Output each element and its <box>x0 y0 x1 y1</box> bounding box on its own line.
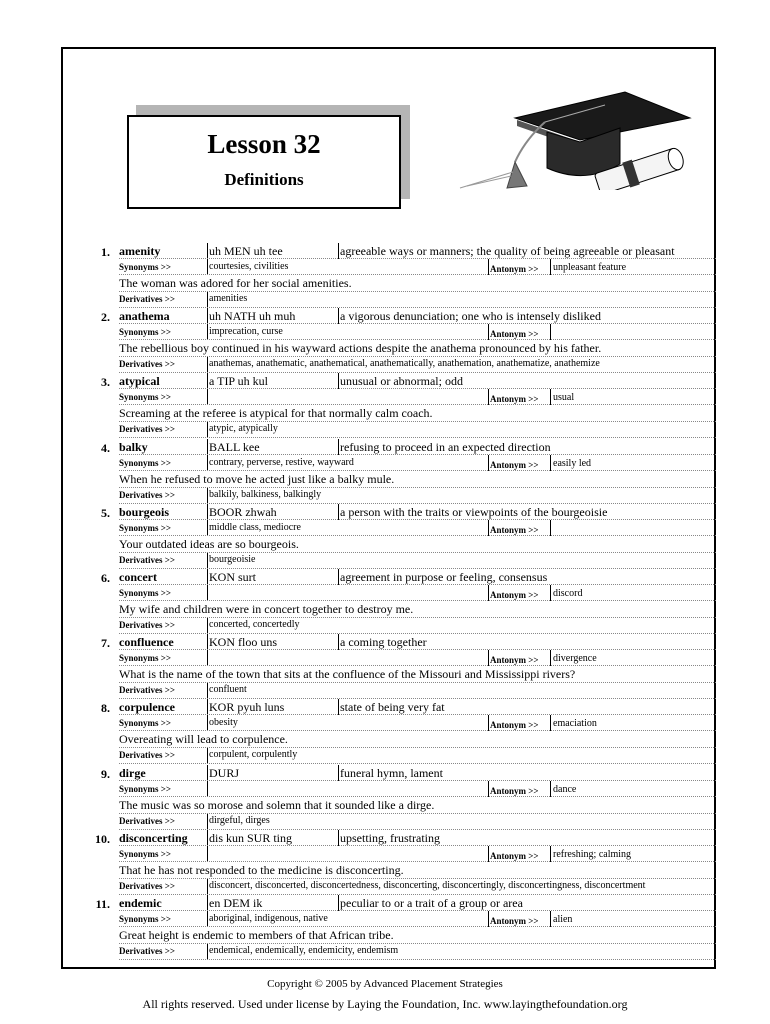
entry-word: disconcerting <box>119 830 188 845</box>
entry-synonyms: middle class, mediocre <box>209 521 301 533</box>
entry-definition: unusual or abnormal; odd <box>340 374 463 389</box>
derivatives-label: Derivatives >> <box>119 945 175 956</box>
entry-number: 1. <box>101 245 110 259</box>
entry-definition: a coming together <box>340 635 427 650</box>
entry-word: bourgeois <box>119 504 170 519</box>
definition-entry <box>77 243 716 308</box>
entry-word: amenity <box>119 244 161 258</box>
lesson-title: Lesson 32 <box>207 129 321 159</box>
derivatives-label: Derivatives >> <box>119 685 175 696</box>
entry-derivatives: bourgeoisie <box>209 553 256 565</box>
entry-number: 11. <box>95 896 110 911</box>
entry-word: corpulence <box>119 700 175 715</box>
entry-sentence: Overeating will lead to corpulence. <box>119 732 288 747</box>
synonyms-label: Synonyms >> <box>119 327 172 338</box>
entry-pronunciation: a TIP uh kul <box>209 374 268 389</box>
entry-synonyms: courtesies, civilities <box>209 261 289 272</box>
entry-sentence: Screaming at the referee is atypical for that normally calm coach. <box>119 406 433 421</box>
entry-antonym: refreshing; calming <box>553 848 632 860</box>
synonyms-label: Synonyms >> <box>119 457 172 468</box>
entry-synonyms: contrary, perverse, restive, wayward <box>209 456 354 468</box>
entry-antonym: usual <box>553 392 575 404</box>
definition-entry <box>77 308 716 373</box>
synonyms-label: Synonyms >> <box>119 653 172 664</box>
entry-derivatives: atypic, atypically <box>209 423 278 435</box>
definition-entry <box>77 765 716 830</box>
derivatives-label: Derivatives >> <box>119 489 175 500</box>
entry-number: 5. <box>101 505 110 520</box>
entry-definition: funeral hymn, lament <box>340 765 443 780</box>
derivatives-label: Derivatives >> <box>119 750 175 761</box>
entry-derivatives: confluent <box>209 684 247 696</box>
entry-sentence: When he refused to move he acted just like a balky mule. <box>119 471 395 486</box>
antonym-label: Antonym >> <box>490 655 539 666</box>
entry-word: dirge <box>119 765 146 780</box>
entry-number: 8. <box>101 701 110 716</box>
entry-derivatives: disconcert, disconcerted, disconcertedness, disconcerting, disconcertingly, disconcertingness, disconcertment <box>209 879 646 891</box>
entry-pronunciation: dis kun SUR ting <box>209 830 293 845</box>
definition-entry <box>77 373 716 438</box>
derivatives-label: Derivatives >> <box>119 424 175 435</box>
graduation-cap-icon <box>455 90 695 190</box>
antonym-label: Antonym >> <box>490 785 539 796</box>
definition-entry <box>77 634 716 699</box>
derivatives-label: Derivatives >> <box>119 815 175 826</box>
entry-pronunciation: uh MEN uh tee <box>209 244 283 258</box>
entry-antonym: unpleasant feature <box>553 262 627 273</box>
entry-number: 7. <box>101 636 110 651</box>
entry-definition: a person with the traits or viewpoints of the bourgeoisie <box>340 504 608 519</box>
entry-word: endemic <box>119 895 162 910</box>
entry-derivatives: dirgeful, dirges <box>209 814 270 826</box>
entry-definition: peculiar to or a trait of a group or area <box>340 895 523 910</box>
entry-word: anathema <box>119 309 170 324</box>
entry-number: 3. <box>101 375 110 390</box>
definition-entry <box>77 699 716 764</box>
derivatives-label: Derivatives >> <box>119 880 175 891</box>
antonym-label: Antonym >> <box>490 850 539 861</box>
entry-derivatives: amenities <box>209 293 248 304</box>
title-box <box>127 115 401 209</box>
entry-definition: state of being very fat <box>340 700 445 715</box>
entry-synonyms: obesity <box>209 717 238 729</box>
synonyms-label: Synonyms >> <box>119 848 172 859</box>
entry-pronunciation: KON surt <box>209 569 256 584</box>
entry-sentence: Great height is endemic to members of that African tribe. <box>119 927 394 942</box>
entry-pronunciation: KOR pyuh luns <box>209 700 285 715</box>
synonyms-label: Synonyms >> <box>119 718 172 729</box>
antonym-label: Antonym >> <box>490 589 539 600</box>
entry-derivatives: endemical, endemically, endemicity, endemism <box>209 944 399 956</box>
definition-entry <box>77 504 716 569</box>
entry-pronunciation: en DEM ik <box>209 895 263 910</box>
derivatives-label: Derivatives >> <box>119 619 175 630</box>
synonyms-label: Synonyms >> <box>119 783 172 794</box>
entry-antonym: divergence <box>553 653 597 665</box>
definitions-list <box>77 243 716 960</box>
entry-sentence: Your outdated ideas are so bourgeois. <box>119 536 299 551</box>
entry-sentence: That he has not responded to the medicine is disconcerting. <box>119 862 404 877</box>
antonym-label: Antonym >> <box>490 329 539 340</box>
definition-entry <box>77 830 716 895</box>
entry-antonym: alien <box>553 913 573 925</box>
antonym-label: Antonym >> <box>490 394 539 405</box>
entry-number: 6. <box>101 570 110 585</box>
entry-word: atypical <box>119 374 160 389</box>
antonym-label: Antonym >> <box>490 264 539 274</box>
entry-derivatives: balkily, balkiness, balkingly <box>209 488 322 500</box>
entry-sentence: The woman was adored for her social amenities. <box>119 276 352 290</box>
synonyms-label: Synonyms >> <box>119 262 172 272</box>
entry-pronunciation: BOOR zhwah <box>209 504 277 519</box>
entry-number: 4. <box>101 440 110 455</box>
synonyms-label: Synonyms >> <box>119 392 172 403</box>
entry-antonym: discord <box>553 587 583 599</box>
entry-definition: agreeable ways or manners; the quality of being agreeable or pleasant <box>340 244 675 258</box>
entry-pronunciation: uh NATH uh muh <box>209 309 296 324</box>
entry-word: balky <box>119 439 148 454</box>
entry-pronunciation: KON floo uns <box>209 635 277 650</box>
antonym-label: Antonym >> <box>490 524 539 535</box>
antonym-label: Antonym >> <box>490 459 539 470</box>
entry-sentence: The rebellious boy continued in his wayward actions despite the anathema pronounced by his father. <box>119 341 602 356</box>
synonyms-label: Synonyms >> <box>119 587 172 598</box>
entry-definition: upsetting, frustrating <box>340 830 440 845</box>
definition-entry <box>77 569 716 634</box>
entry-derivatives: anathemas, anathematic, anathematical, anathematically, anathemation, anathematize, anathemize <box>209 358 600 370</box>
rights-notice: All rights reserved. Used under license by Laying the Foundation, Inc. www.layingthefoundation.org <box>142 997 628 1011</box>
entry-antonym: dance <box>553 783 577 795</box>
synonyms-label: Synonyms >> <box>119 522 172 533</box>
entry-definition: a vigorous denunciation; one who is intensely disliked <box>340 309 601 324</box>
copyright-notice: Copyright © 2005 by Advanced Placement Strategies <box>267 978 503 990</box>
antonym-label: Antonym >> <box>490 915 539 926</box>
derivatives-label: Derivatives >> <box>119 359 175 370</box>
entry-word: confluence <box>119 635 174 650</box>
entry-number: 9. <box>101 766 110 781</box>
entry-antonym: easily led <box>553 457 592 469</box>
derivatives-label: Derivatives >> <box>119 294 175 304</box>
entry-sentence: The music was so morose and solemn that it sounded like a dirge. <box>119 797 435 812</box>
definition-entry <box>77 439 716 504</box>
entry-definition: agreement in purpose or feeling, consensus <box>340 569 548 584</box>
entry-derivatives: concerted, concertedly <box>209 618 300 630</box>
entry-number: 10. <box>95 831 110 846</box>
lesson-subtitle: Definitions <box>224 170 304 189</box>
antonym-label: Antonym >> <box>490 720 539 731</box>
entry-sentence: What is the name of the town that sits at the confluence of the Missouri and Mississippi rivers? <box>119 667 576 682</box>
entry-derivatives: corpulent, corpulently <box>209 749 298 761</box>
entry-antonym: emaciation <box>553 718 597 730</box>
entry-pronunciation: BALL kee <box>209 439 260 454</box>
entry-sentence: My wife and children were in concert together to destroy me. <box>119 601 414 616</box>
entry-pronunciation: DURJ <box>209 765 240 780</box>
entry-synonyms: imprecation, curse <box>209 326 283 338</box>
entry-synonyms: aboriginal, indigenous, native <box>209 912 328 924</box>
synonyms-label: Synonyms >> <box>119 913 172 924</box>
entry-number: 2. <box>101 310 110 325</box>
derivatives-label: Derivatives >> <box>119 554 175 565</box>
entry-word: concert <box>119 569 157 584</box>
definition-entry <box>77 895 716 960</box>
entry-definition: refusing to proceed in an expected direction <box>340 439 551 454</box>
